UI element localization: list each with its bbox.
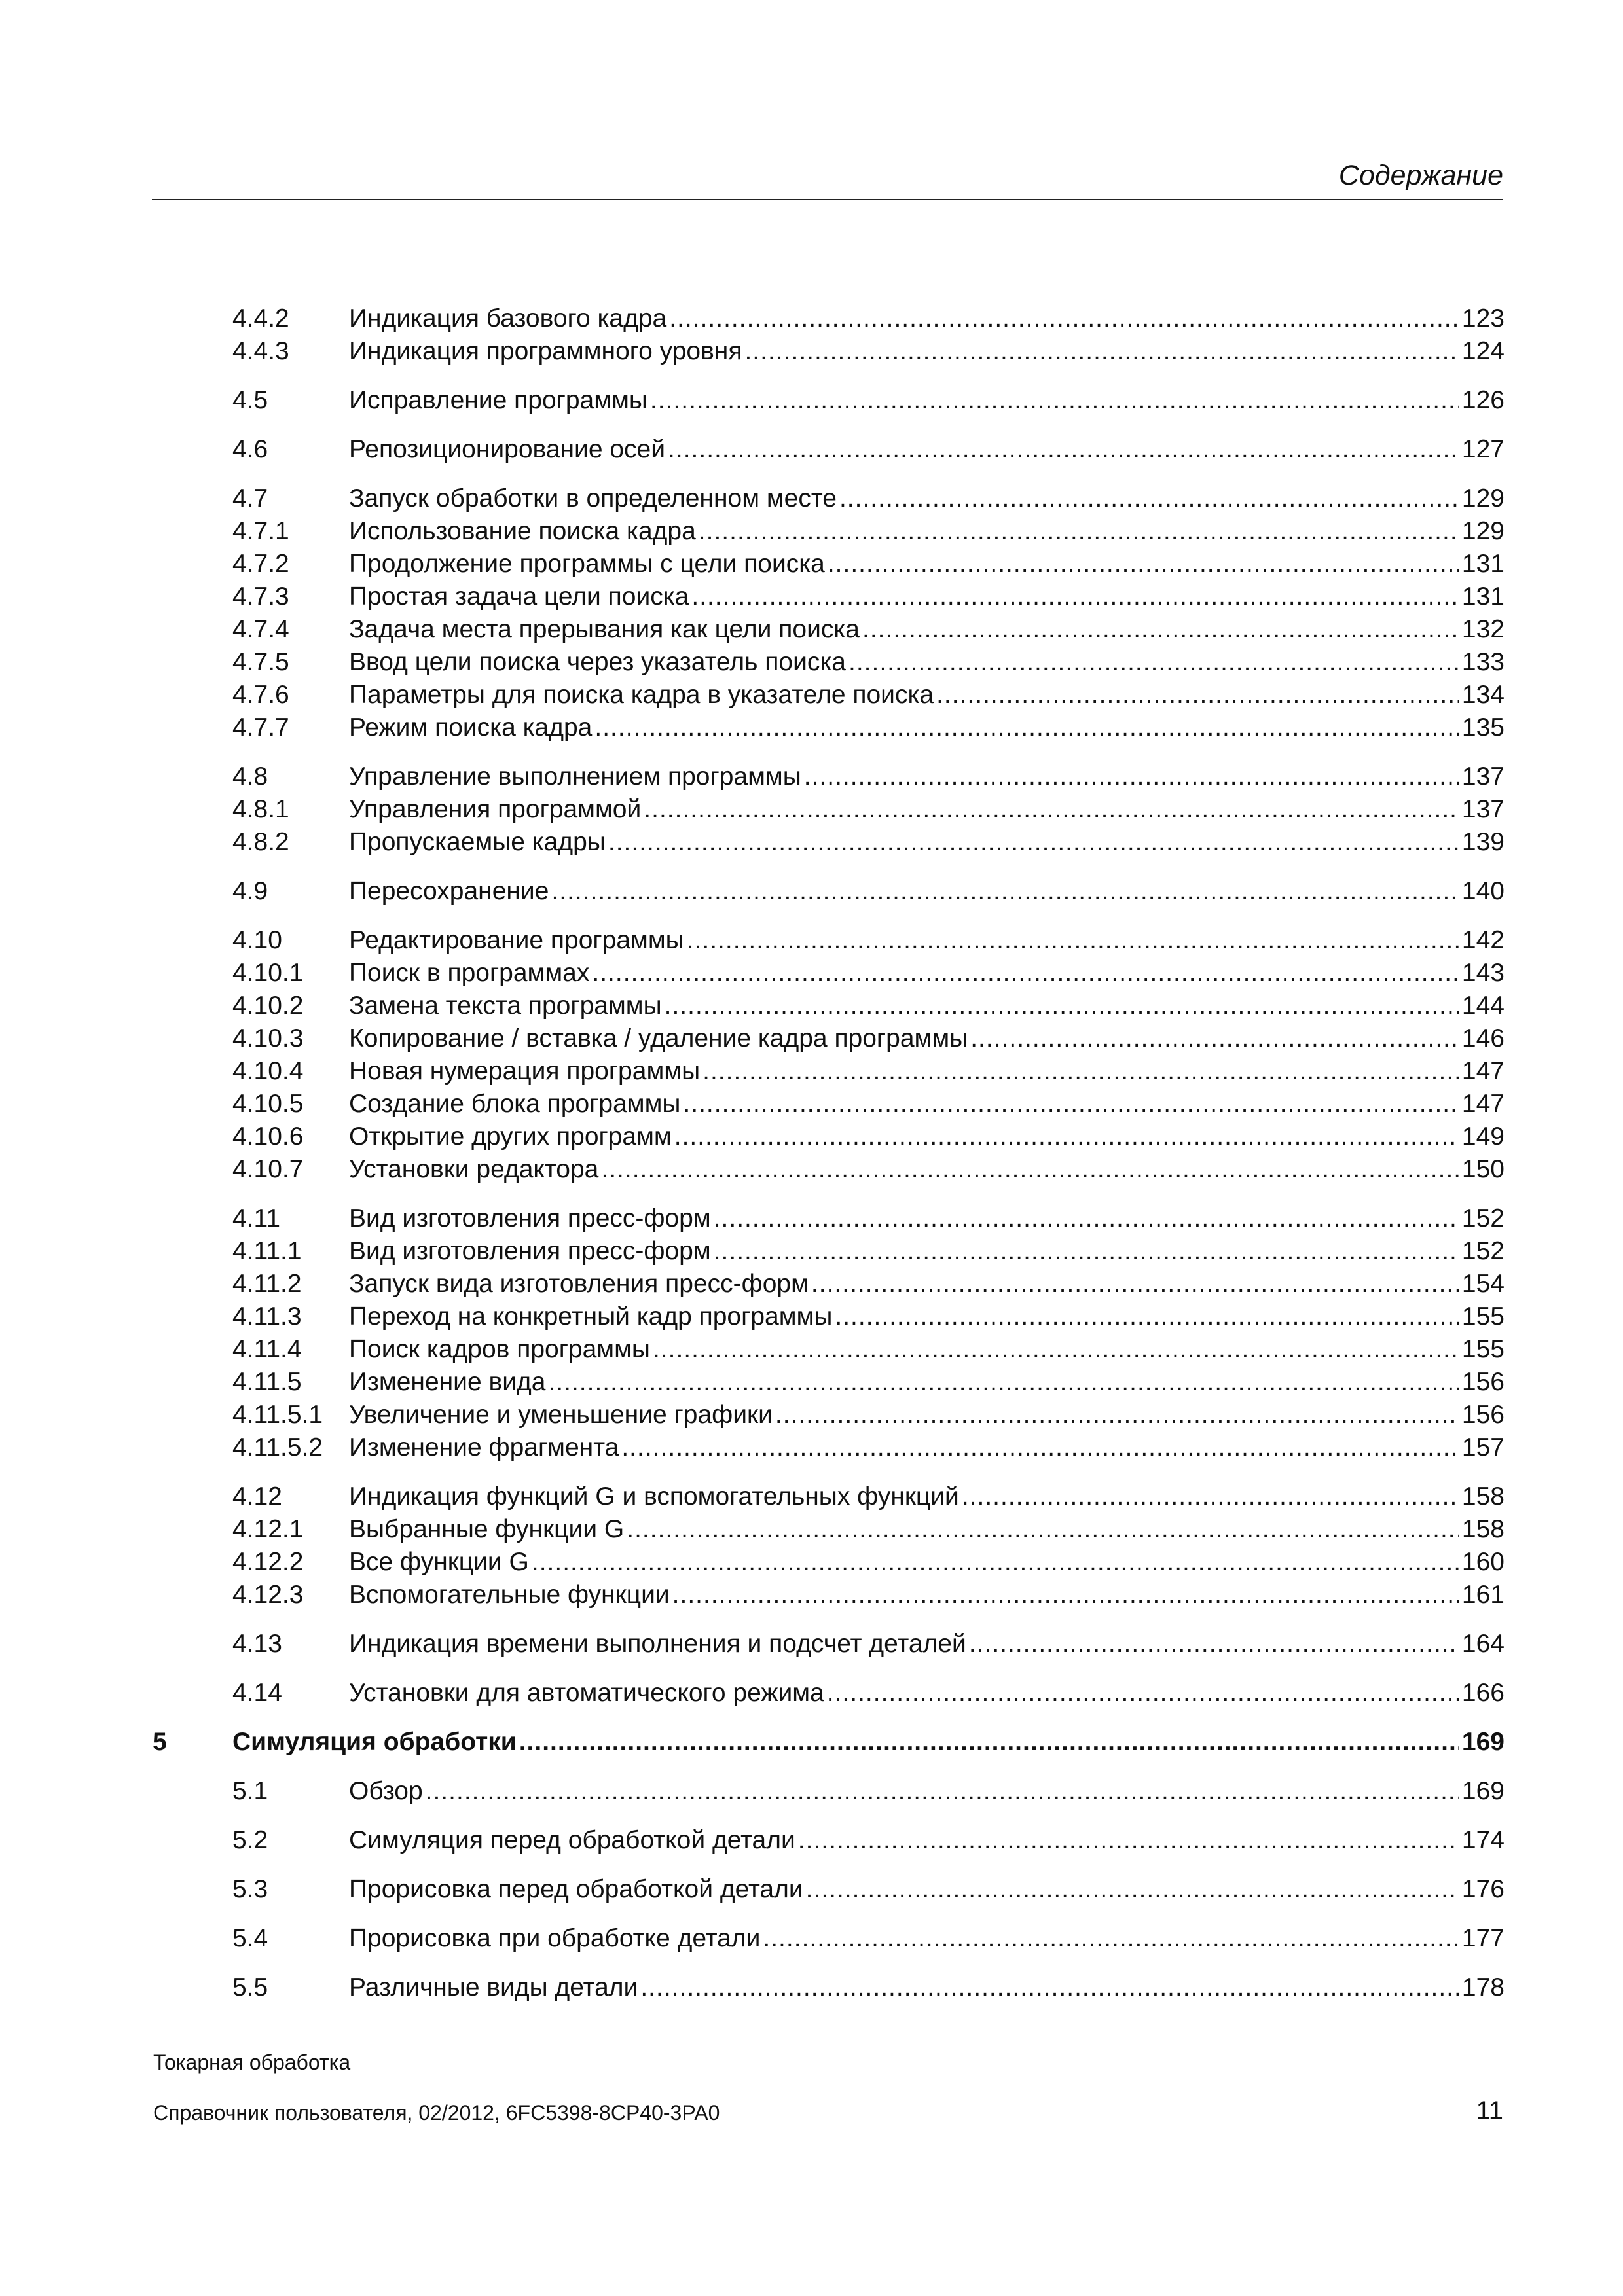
toc-dot-leader [426,1775,1459,1808]
toc-entry-page-number: 137 [1461,795,1504,823]
toc-entry-title: Обзор [349,1777,423,1805]
toc-entry-body [349,1366,1504,1399]
toc-dot-leader [650,384,1459,417]
toc-entry-page-number: 158 [1461,1515,1504,1543]
toc-dot-leader [744,335,1459,368]
toc-entry-page-number: 152 [1461,1237,1504,1265]
toc-entry-page-number: 155 [1461,1335,1504,1363]
toc-entry-title: Вспомогательные функции [349,1581,670,1609]
toc-entry-page-number: 129 [1461,484,1504,512]
toc-dot-leader [601,1153,1459,1186]
toc-dot-leader [714,1235,1459,1268]
toc-entry-number: 4.12.1 [232,1515,304,1543]
toc-entry-title: Переход на конкретный кадр программы [349,1302,833,1331]
toc-entry-body [349,1022,1504,1055]
toc-entry-page-number: 137 [1461,762,1504,791]
toc-entry-page-number: 154 [1461,1270,1504,1298]
toc-entry-number: 4.8.2 [232,828,289,856]
toc-dot-leader [798,1824,1459,1857]
toc-entry-number: 4.4.2 [232,304,289,332]
toc-entry-page-number: 131 [1461,583,1504,611]
toc-entry-number: 4.7.4 [232,615,289,643]
toc-dot-leader [668,433,1459,466]
toc-entry-number: 4.4.3 [232,337,289,365]
toc-entry-page-number: 174 [1461,1826,1504,1854]
toc-dot-leader [839,482,1459,515]
toc-entry-title: Установки редактора [349,1155,599,1183]
toc-entry-title: Управление выполнением программы [349,762,801,791]
toc-entry-page-number: 156 [1461,1368,1504,1396]
toc-entry-number: 4.11.2 [232,1270,302,1298]
toc-entry-page-number: 160 [1461,1548,1504,1576]
toc-entry-body [349,1055,1504,1088]
toc-entry-page-number: 135 [1461,713,1504,742]
toc-entry-number: 4.11.5.1 [232,1401,323,1429]
toc-entry-body [349,1268,1504,1300]
toc-entry-title: Индикация программного уровня [349,337,742,365]
toc-entry-page-number: 157 [1461,1433,1504,1462]
toc-entry-number: 4.12.3 [232,1581,304,1609]
toc-entry-number: 5 [153,1728,167,1756]
toc-entry-title: Симуляция обработки [232,1728,517,1756]
toc-dot-leader [702,1055,1459,1088]
toc-entry-body [349,1677,1504,1710]
toc-dot-leader [548,1366,1459,1399]
toc-entry-body [349,1300,1504,1333]
toc-entry-title: Индикация функций G и вспомогательных функций [349,1482,959,1511]
toc-entry-title: Выбранные функции G [349,1515,625,1543]
toc-entry-body [349,1628,1504,1660]
toc-dot-leader [848,646,1459,679]
toc-entry-number: 4.13 [232,1630,282,1658]
toc-entry-body [232,1726,1504,1759]
toc-entry-page-number: 156 [1461,1401,1504,1429]
toc-entry-title: Поиск кадров программы [349,1335,650,1363]
toc-entry-title: Установки для автоматического режима [349,1679,824,1707]
toc-entry-page-number: 146 [1461,1024,1504,1052]
toc-entry-number: 4.10.7 [232,1155,304,1183]
toc-entry-body [349,548,1504,581]
toc-entry-body [349,1971,1504,2004]
toc-entry-page-number: 129 [1461,517,1504,545]
toc-entry-number: 5.5 [232,1973,268,2001]
toc-entry-page-number: 124 [1461,337,1504,365]
toc-entry-title: Запуск вида изготовления пресс-форм [349,1270,809,1298]
toc-dot-leader [835,1300,1459,1333]
toc-dot-leader [594,711,1459,744]
toc-entry-number: 4.11.4 [232,1335,302,1363]
toc-entry-number: 4.7.7 [232,713,289,742]
toc-entry-title: Копирование / вставка / удаление кадра программы [349,1024,968,1052]
toc-entry-body [349,1153,1504,1186]
toc-entry-title: Открытие других программ [349,1122,672,1151]
toc-entry-number: 4.12 [232,1482,282,1511]
toc-entry-page-number: 134 [1461,681,1504,709]
toc-dot-leader [665,990,1459,1022]
toc-entry-page-number: 126 [1461,386,1504,414]
toc-entry-body [349,1399,1504,1431]
toc-dot-leader [804,761,1459,793]
toc-entry-title: Замена текста программы [349,992,662,1020]
toc-entry-body [349,711,1504,744]
toc-entry-body [349,761,1504,793]
toc-entry-page-number: 147 [1461,1090,1504,1118]
toc-dot-leader [627,1513,1459,1546]
toc-entry-page-number: 149 [1461,1122,1504,1151]
toc-dot-leader [970,1022,1459,1055]
toc-entry-page-number: 139 [1461,828,1504,856]
toc-entry-number: 4.10.5 [232,1090,304,1118]
toc-entry-title: Увеличение и уменьшение графики [349,1401,773,1429]
toc-entry-body [349,1333,1504,1366]
toc-entry-body [349,1235,1504,1268]
toc-entry-title: Параметры для поиска кадра в указателе поиска [349,681,934,709]
toc-entry-body [349,1431,1504,1464]
toc-entry-body [349,793,1504,826]
toc-dot-leader [714,1202,1459,1235]
toc-entry-title: Ввод цели поиска через указатель поиска [349,648,846,676]
toc-entry-page-number: 142 [1461,926,1504,954]
toc-entry-number: 4.7 [232,484,268,512]
toc-entry-title: Задача места прерывания как цели поиска [349,615,860,643]
toc-entry-number: 5.4 [232,1924,268,1952]
toc-dot-leader [827,1677,1459,1710]
toc-dot-leader [551,875,1459,908]
toc-entry-title: Репозиционирование осей [349,435,666,463]
toc-entry-number: 4.9 [232,877,268,905]
toc-entry-page-number: 176 [1461,1875,1504,1903]
toc-entry-number: 4.8 [232,762,268,791]
toc-dot-leader [683,1088,1459,1121]
toc-entry-body [349,875,1504,908]
toc-entry-title: Прорисовка при обработке детали [349,1924,761,1952]
toc-entry-number: 4.7.5 [232,648,289,676]
toc-dot-leader [532,1546,1459,1579]
toc-entry-page-number: 143 [1461,959,1504,987]
toc-entry-title: Поиск в программах [349,959,590,987]
toc-entry-body [349,990,1504,1022]
toc-entry-title: Индикация времени выполнения и подсчет деталей [349,1630,966,1658]
toc-entry-title: Использование поиска кадра [349,517,696,545]
toc-entry-page-number: 169 [1461,1728,1504,1756]
toc-entry-page-number: 144 [1461,992,1504,1020]
toc-entry-number: 5.1 [232,1777,268,1805]
toc-dot-leader [806,1873,1459,1906]
toc-dot-leader [592,957,1459,990]
toc-entry-number: 4.10.1 [232,959,304,987]
toc-dot-leader [644,793,1459,826]
footer-manual-info: Справочник пользователя, 02/2012, 6FC5398-8CP40-3PA0 [153,2101,720,2125]
toc-entry-page-number: 140 [1461,877,1504,905]
toc-dot-leader [608,826,1459,859]
toc-entry-body [349,1873,1504,1906]
toc-entry-title: Продолжение программы с цели поиска [349,550,825,578]
toc-entry-body [349,1579,1504,1611]
toc-entry-title: Простая задача цели поиска [349,583,689,611]
toc-entry-title: Индикация базового кадра [349,304,667,332]
toc-entry-body [349,1775,1504,1808]
toc-entry-body [349,1546,1504,1579]
toc-entry-page-number: 164 [1461,1630,1504,1658]
toc-entry-number: 5.2 [232,1826,268,1854]
toc-entry-number: 4.7.6 [232,681,289,709]
toc-entry-number: 4.7.2 [232,550,289,578]
toc-entry-body [349,1513,1504,1546]
toc-entry-body [349,924,1504,957]
toc-entry-number: 4.5 [232,386,268,414]
toc-dot-leader [674,1121,1459,1153]
toc-entry-page-number: 147 [1461,1057,1504,1085]
footer-product-name: Токарная обработка [153,2051,351,2074]
toc-dot-leader [519,1726,1459,1759]
toc-entry-page-number: 178 [1461,1973,1504,2001]
toc-dot-leader [640,1971,1459,2004]
toc-entry-number: 4.10 [232,926,282,954]
toc-entry-page-number: 150 [1461,1155,1504,1183]
toc-entry-title: Режим поиска кадра [349,713,593,742]
toc-entry-title: Редактирование программы [349,926,684,954]
toc-dot-leader [962,1480,1459,1513]
toc-entry-number: 4.11.1 [232,1237,302,1265]
toc-dot-leader [672,1579,1459,1611]
toc-entry-number: 4.8.1 [232,795,289,823]
toc-dot-leader [691,581,1459,613]
toc-dot-leader [763,1922,1459,1955]
toc-entry-page-number: 133 [1461,648,1504,676]
toc-dot-leader [621,1431,1459,1464]
toc-entry-title: Различные виды детали [349,1973,638,2001]
toc-entry-body [349,613,1504,646]
toc-entry-number: 4.11.5.2 [232,1433,323,1462]
toc-entry-number: 4.7.1 [232,517,289,545]
toc-entry-body [349,384,1504,417]
toc-entry-body [349,957,1504,990]
toc-entry-title: Изменение фрагмента [349,1433,619,1462]
toc-entry-page-number: 158 [1461,1482,1504,1511]
toc-entry-number: 4.11.3 [232,1302,302,1331]
toc-entry-number: 4.12.2 [232,1548,304,1576]
toc-entry-body [349,1824,1504,1857]
toc-entry-number: 4.10.4 [232,1057,304,1085]
toc-entry-title: Прорисовка перед обработкой детали [349,1875,803,1903]
toc-entry-body [349,826,1504,859]
toc-entry-body [349,646,1504,679]
toc-entry-page-number: 123 [1461,304,1504,332]
toc-entry-body [349,433,1504,466]
running-header-title: Содержание [1338,160,1503,191]
toc-dot-leader [969,1628,1459,1660]
toc-entry-number: 4.10.6 [232,1122,304,1151]
toc-entry-number: 4.10.2 [232,992,304,1020]
toc-dot-leader [653,1333,1459,1366]
toc-entry-number: 4.11 [232,1204,281,1232]
toc-dot-leader [828,548,1459,581]
toc-entry-title: Вид изготовления пресс-форм [349,1204,711,1232]
toc-entry-body [349,515,1504,548]
toc-entry-body [349,335,1504,368]
toc-entry-body [349,679,1504,711]
footer-page-number: 11 [1476,2096,1503,2125]
toc-entry-title: Все функции G [349,1548,529,1576]
toc-dot-leader [669,302,1459,335]
toc-entry-body [349,581,1504,613]
toc-entry-number: 5.3 [232,1875,268,1903]
toc-entry-body [349,1480,1504,1513]
toc-entry-title: Пересохранение [349,877,549,905]
toc-entry-page-number: 166 [1461,1679,1504,1707]
toc-entry-title: Новая нумерация программы [349,1057,701,1085]
toc-entry-page-number: 132 [1461,615,1504,643]
toc-entry-page-number: 169 [1461,1777,1504,1805]
toc-entry-title: Управления программой [349,795,642,823]
toc-entry-number: 4.10.3 [232,1024,304,1052]
toc-entry-page-number: 152 [1461,1204,1504,1232]
toc-entry-body [349,1202,1504,1235]
toc-entry-page-number: 127 [1461,435,1504,463]
toc-entry-number: 4.7.3 [232,583,289,611]
toc-entry-page-number: 177 [1461,1924,1504,1952]
toc-entry-title: Симуляция перед обработкой детали [349,1826,795,1854]
toc-entry-number: 4.11.5 [232,1368,302,1396]
toc-entry-title: Изменение вида [349,1368,546,1396]
toc-entry-body [349,1922,1504,1955]
toc-entry-body [349,1088,1504,1121]
toc-entry-title: Запуск обработки в определенном месте [349,484,837,512]
toc-dot-leader [936,679,1459,711]
toc-entry-page-number: 155 [1461,1302,1504,1331]
toc-entry-title: Вид изготовления пресс-форм [349,1237,711,1265]
toc-entry-body [349,1121,1504,1153]
toc-dot-leader [811,1268,1459,1300]
toc-entry-body [349,482,1504,515]
toc-entry-title: Пропускаемые кадры [349,828,606,856]
toc-dot-leader [687,924,1459,957]
toc-dot-leader [862,613,1459,646]
toc-entry-title: Создание блока программы [349,1090,681,1118]
toc-entry-page-number: 131 [1461,550,1504,578]
toc-dot-leader [699,515,1459,548]
toc-entry-number: 4.6 [232,435,268,463]
toc-entry-body [349,302,1504,335]
toc-entry-page-number: 161 [1461,1581,1504,1609]
toc-entry-number: 4.14 [232,1679,282,1707]
toc-dot-leader [775,1399,1459,1431]
toc-entry-title: Исправление программы [349,386,647,414]
